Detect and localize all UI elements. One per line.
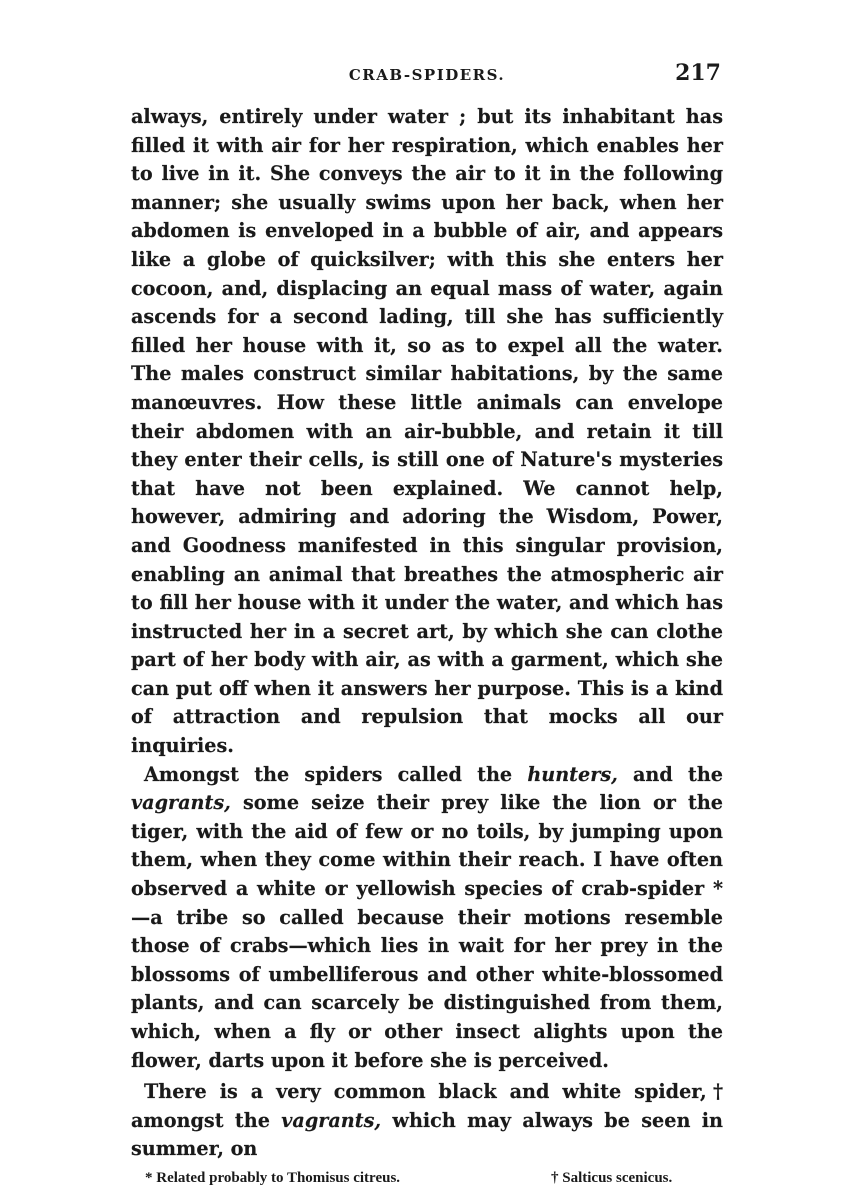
term-hunters: hunters, xyxy=(527,762,618,786)
footnote-1: * Related probably to Thomisus citreus. xyxy=(145,1169,401,1186)
running-title: CRAB-SPIDERS. xyxy=(348,66,506,84)
paragraph-3-text-b: which may always be seen in summer, on xyxy=(131,1108,723,1161)
paragraph-2 xyxy=(131,761,723,1076)
paragraph-3 xyxy=(131,1078,723,1164)
running-head xyxy=(131,56,723,96)
footnotes xyxy=(131,1170,723,1192)
page-number: 217 xyxy=(675,60,721,86)
paragraph-1: always, entirely under water ; but its inhabitant has filled it with air for her respiration, which enables her to live in it. She conveys the air to it in the following manner; she usually swims upon her back, when her abdomen is enveloped in a bubble of air, and appears like a globe of quicksilver; with this she enters her cocoon, and, displacing an equal mass of water, again ascends for a second lading, till she has sufficiently filled her house with it, so as to expel all the water. The males construct similar habitations, by the same manœuvres. How these little animals can envelope their abdomen with an air-bubble, and retain it till they enter their cells, is still one of Nature's mysteries that have not been explained. We cannot help, however, admiring and adoring the Wisdom, Power, and Goodness manifested in this singular provision, enabling an animal that breathes the atmospheric air to fill her house with it under the water, and which has instructed her in a secret art, by which she can clothe part of her body with air, as with a garment, which she can put off when it answers her purpose. This is a kind of attraction and repulsion that mocks all our inquiries. xyxy=(131,105,723,758)
footnote-2: † Salticus scenicus. xyxy=(551,1169,673,1186)
paragraph-2-text-b: and the xyxy=(617,762,723,786)
paragraph-2-text-c: some seize their prey like the lion or the tiger, with the aid of few or no toils, by jumping upon them, when they come within their reach. I have often observed a white or yellowish species of crab-spider *—a tribe so called because their motions resemble those of crabs—which lies in wait for her prey in the blossoms of umbelliferous and other white-blossomed plants, and can scarcely be distinguished from them, which, when a fly or other insect alights upon the flower, darts upon it before she is perceived. xyxy=(131,791,723,1072)
body-text xyxy=(131,103,723,1164)
term-vagrants-2: vagrants, xyxy=(281,1108,382,1132)
book-page xyxy=(131,56,723,1192)
term-vagrants: vagrants, xyxy=(131,791,231,815)
paragraph-3-text-a: There is a very common black and white spider,† amongst the xyxy=(131,1080,723,1132)
paragraph-2-text-a: Amongst the spiders called the xyxy=(144,762,528,786)
